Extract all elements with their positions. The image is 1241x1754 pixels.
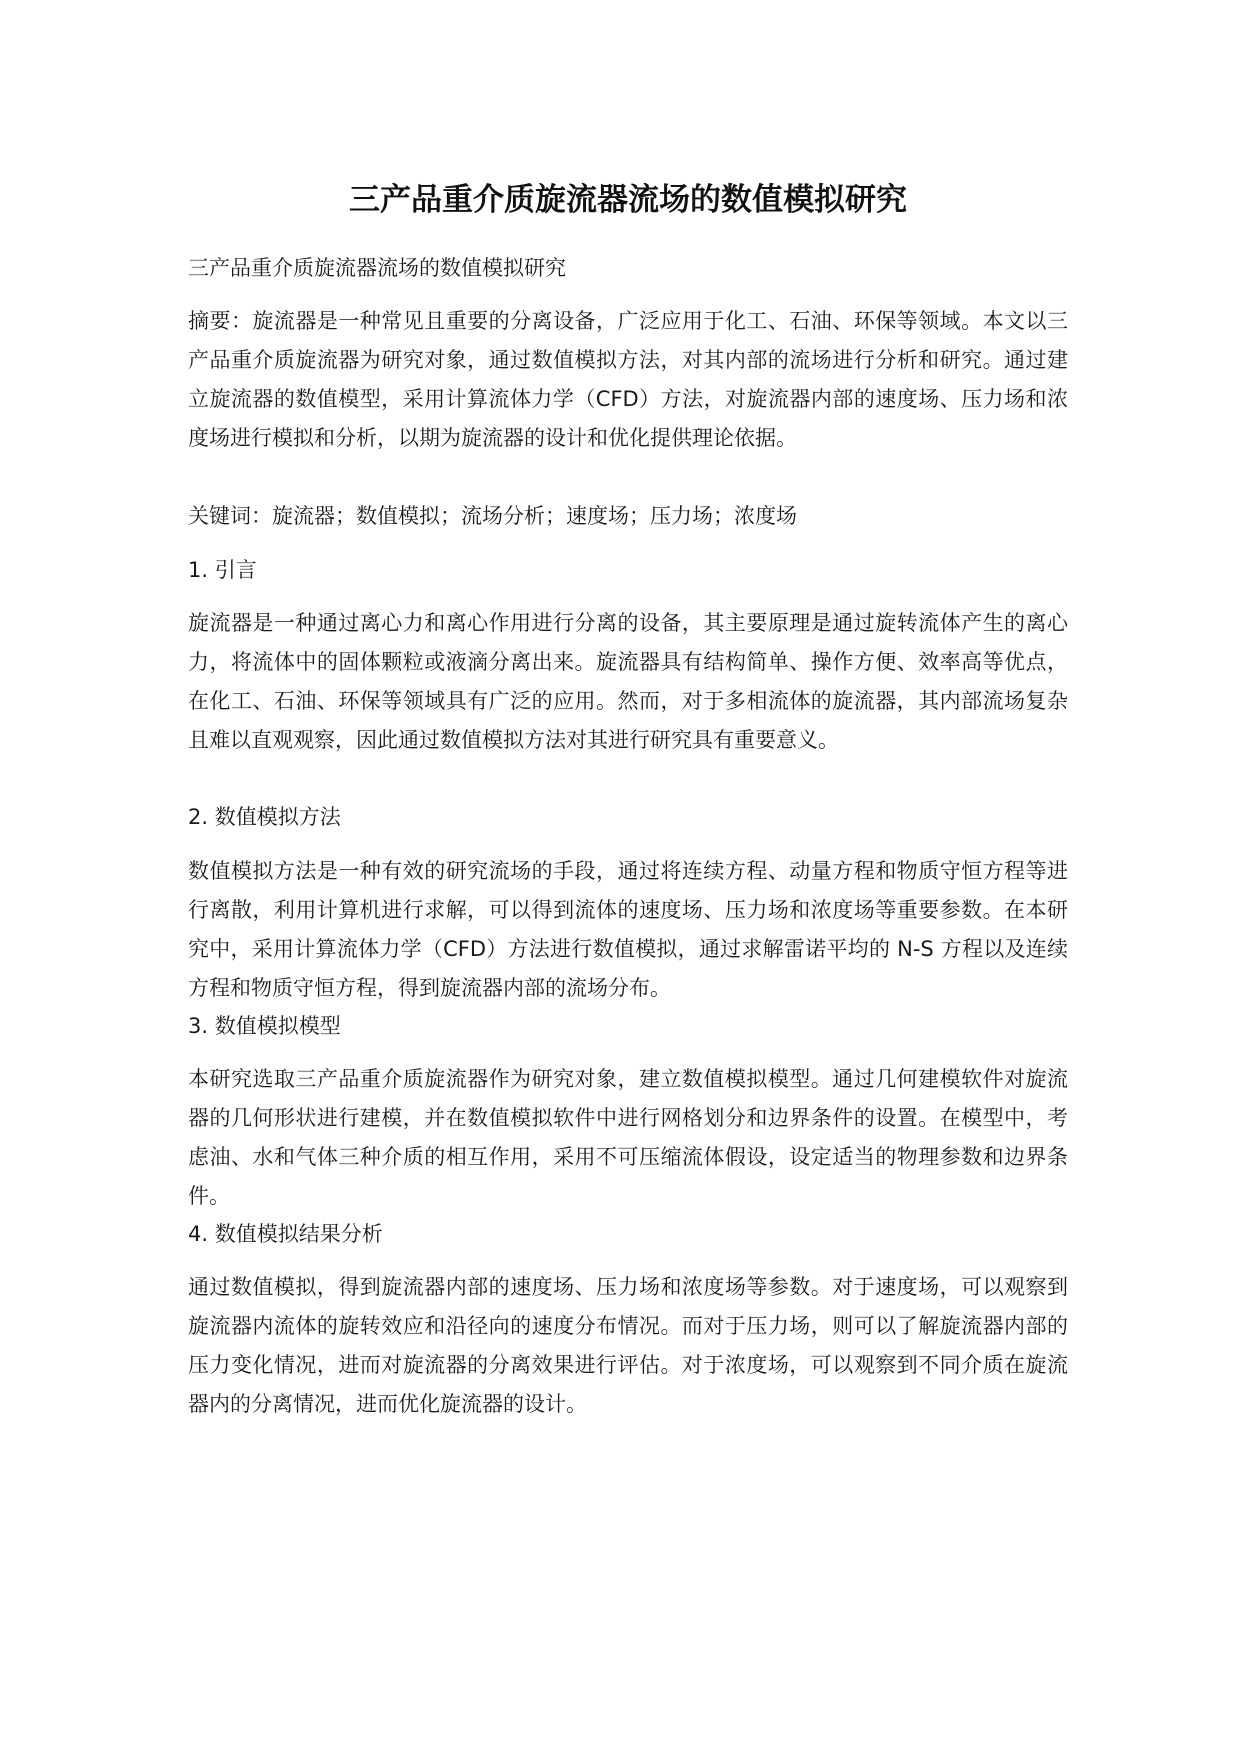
section-heading-introduction: 1. 引言 [188,558,257,582]
section-heading-model: 3. 数值模拟模型 [188,1014,341,1038]
section-body-method: 数值模拟方法是一种有效的研究流场的手段，通过将连续方程、动量方程和物质守恒方程等进行离散，利用计算机进行求解，可以得到流体的速度场、压力场和浓度场等重要参数。在本研究中，采用计算流体力学（CFD）方法进行数值模拟，通过求解雷诺平均的 N-S 方程以及连续方程和物质守恒方程，得到旋流器内部的流场分布。 [188,859,1068,1000]
section-heading-results: 4. 数值模拟结果分析 [188,1222,383,1246]
section-heading-method: 2. 数值模拟方法 [188,805,341,829]
document-subtitle: 三产品重介质旋流器流场的数值模拟研究 [188,256,566,280]
keywords-line: 关键词：旋流器；数值模拟；流场分析；速度场；压力场；浓度场 [188,504,797,528]
document-title: 三产品重介质旋流器流场的数值模拟研究 [349,182,907,218]
section-body-results: 通过数值模拟，得到旋流器内部的速度场、压力场和浓度场等参数。对于速度场，可以观察到旋流器内流体的旋转效应和沿径向的速度分布情况。而对于压力场，则可以了解旋流器内部的压力变化情况，进而对旋流器的分离效果进行评估。对于浓度场，可以观察到不同介质在旋流器内的分离情况，进而优化旋流器的设计。 [188,1275,1068,1416]
abstract-paragraph: 摘要：旋流器是一种常见且重要的分离设备，广泛应用于化工、石油、环保等领域。本文以三产品重介质旋流器为研究对象，通过数值模拟方法，对其内部的流场进行分析和研究。通过建立旋流器的数值模型，采用计算流体力学（CFD）方法，对旋流器内部的速度场、压力场和浓度场进行模拟和分析，以期为旋流器的设计和优化提供理论依据。 [188,309,1068,450]
section-body-introduction: 旋流器是一种通过离心力和离心作用进行分离的设备，其主要原理是通过旋转流体产生的离心力，将流体中的固体颗粒或液滴分离出来。旋流器具有结构简单、操作方便、效率高等优点，在化工、石油、环保等领域具有广泛的应用。然而，对于多相流体的旋流器，其内部流场复杂且难以直观观察，因此通过数值模拟方法对其进行研究具有重要意义。 [188,611,1068,752]
section-body-model: 本研究选取三产品重介质旋流器作为研究对象，建立数值模拟模型。通过几何建模软件对旋流器的几何形状进行建模，并在数值模拟软件中进行网格划分和边界条件的设置。在模型中，考虑油、水和气体三种介质的相互作用，采用不可压缩流体假设，设定适当的物理参数和边界条件。 [188,1067,1068,1208]
